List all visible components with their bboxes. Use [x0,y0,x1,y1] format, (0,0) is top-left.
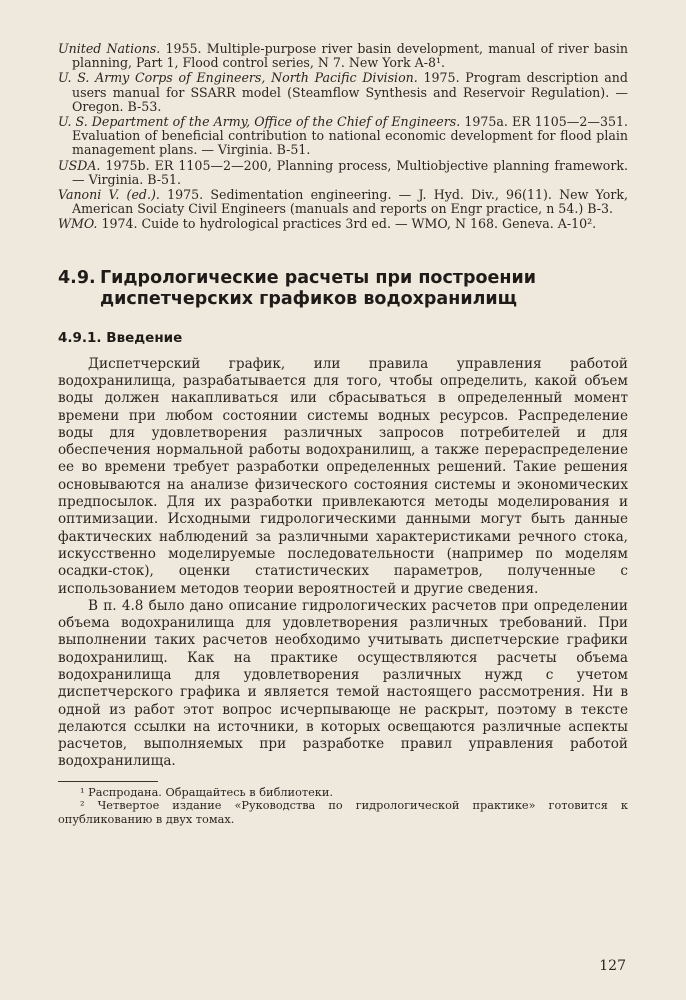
reference-text: 1975b. ER 1105—2—200, Planning process, Multiobjective planning framework. — Virginia. B-51. [72,157,628,187]
page-number: 127 [599,958,626,974]
reference-text: 1975a. ER 1105—2—351. Evaluation of beneficial contribution to national economic development for flood plain management plans. — Virginia. B-51. [72,114,628,158]
reference-author: U. S. Army Corps of Engineers, North Pacific Division. [58,70,418,86]
reference-author: USDA. [58,157,101,173]
reference-author: Vanoni V. (ed.). [58,187,160,203]
section-heading [58,268,628,310]
reference-list [58,42,628,232]
reference-item [58,71,628,114]
reference-text: 1974. Cuide to hydrological practices 3rd ed. — WMO, N 168. Geneva. A-10². [101,216,597,232]
reference-item [58,159,628,187]
reference-text: 1955. Multiple-purpose river basin development, manual of river basin planning, Part 1, Flood control series, N 7. New York A-8¹. [72,41,628,71]
footnote: ² Четвертое издание «Руководства по гидрологической практике» готовится к опубликованию в двух томах. [58,799,628,826]
reference-item [58,217,628,231]
body-paragraph: Диспетчерский график, или правила управления работой водохранилища, разрабатывается для того, чтобы определить, какой объем воды должен накапливаться или сбрасываться в определенный момент времени при любом состоянии системы водных ресурсов. Распределение воды для удовлетворения различных запросов потребителей и для обеспечения нормальной работы водохранилищ, а также перераспределение ее во времени требует разработки определенных решений. Такие решения основываются на анализе физического состояния системы и экономических предпосылок. Для их разработки привлекаются методы моделирования и оптимизации. Исходными гидрологическими данными могут быть данные фактических наблюдений за различными характеристиками речного стока, искусственно моделируемые последовательности (например по моделям осадки-сток), оценки статистических параметров, полученные с использованием методов теории вероятностей и другие сведения. [58,355,628,597]
reference-author: United Nations. [58,41,161,56]
reference-author: WMO. [58,216,98,232]
reference-item [58,42,628,70]
reference-author: U. S. Department of the Army, Office of the Chief of Engineers. [58,114,461,130]
subsection-title: Введение [106,329,183,346]
section-title-line2: диспетчерских графиков водохранилищ [100,288,518,309]
reference-text: 1975. Program description and users manual for SSARR model (Steamflow Synthesis and Reservoir Regulation). — Oregon. B-53. [72,70,628,114]
reference-text: 1975. Sedimentation engineering. — J. Hyd. Div., 96(11). New York, American Sociaty Civil Engineers (manuals and reports on Engr practice, n 54.) B-3. [72,187,629,217]
reference-item [58,115,628,158]
section-number: 4.9. [58,267,96,288]
subsection-number: 4.9.1. [58,329,102,346]
footnote: ¹ Распродана. Обращайтесь в библиотеки. [80,785,333,799]
subsection-heading [58,330,628,346]
section-title-line1: Гидрологические расчеты при построении [100,267,536,288]
footnote-divider [58,781,158,782]
reference-item [58,188,628,216]
body-paragraph: В п. 4.8 было дано описание гидрологических расчетов при определении объема водохранилища для удовлетворения различных требований. При выполнении таких расчетов необходимо учитывать диспетчерские графики водохранилищ. Как на практике осуществляются расчеты объема водохранилища для удовлетворения различных нужд с учетом диспетчерского графика и является темой настоящего рассмотрения. Ни в одной из работ этот вопрос исчерпывающе не раскрыт, поэтому в тексте делаются ссылки на источники, в которых освещаются различные аспекты расчетов, выполняемых при разработке правил управления работой водохранилища. [58,597,628,770]
